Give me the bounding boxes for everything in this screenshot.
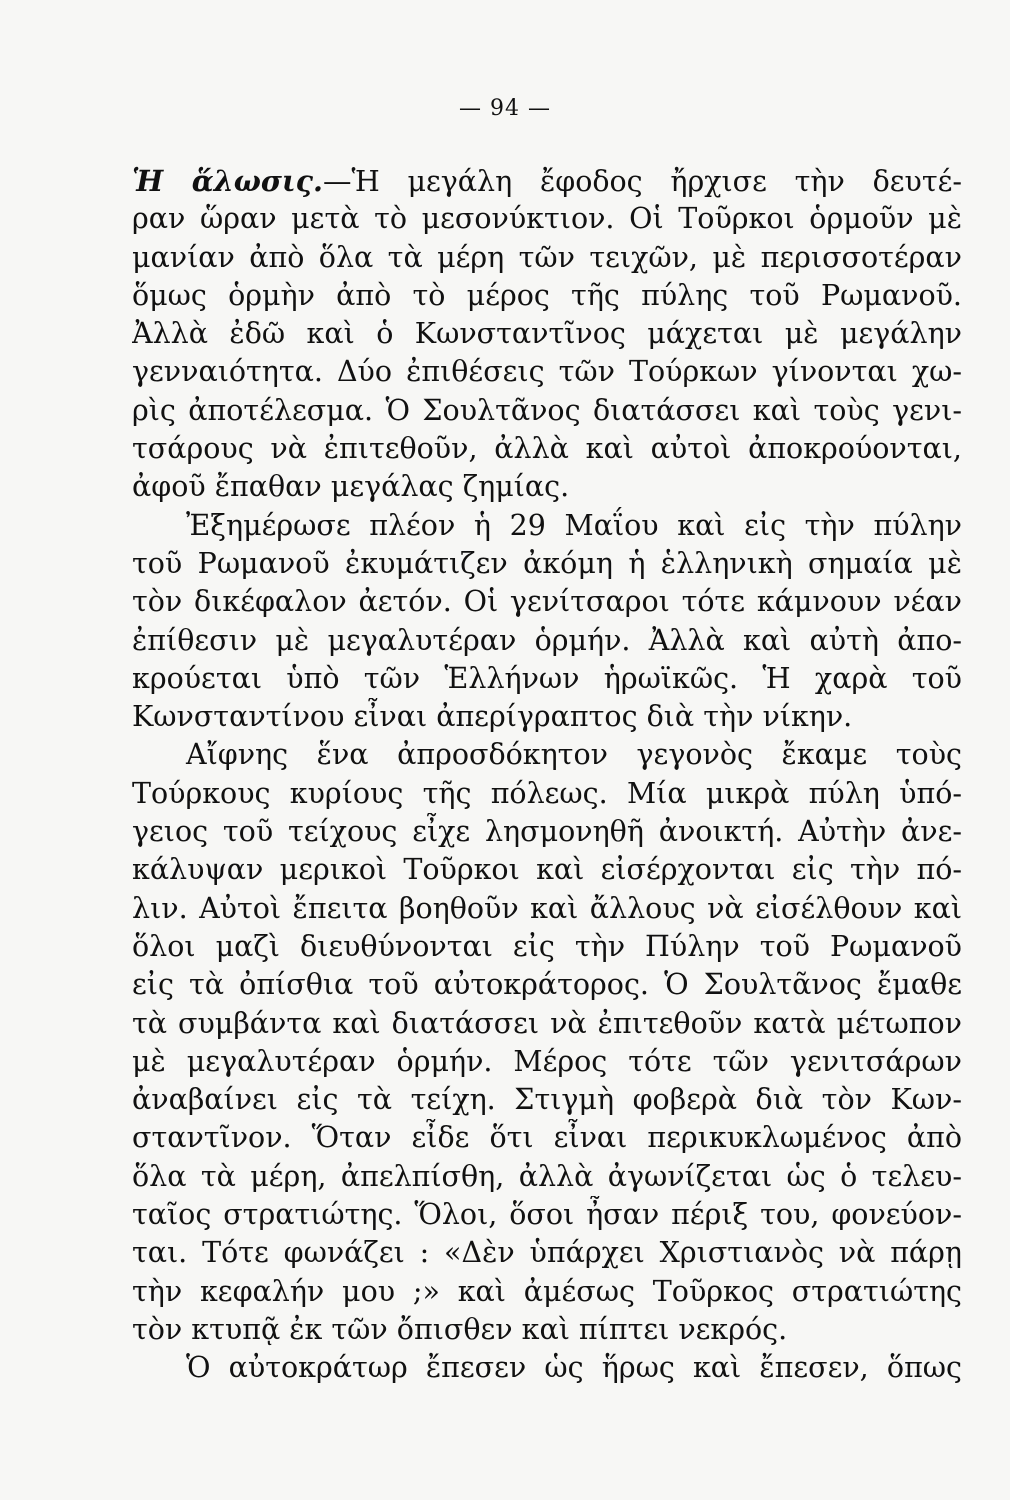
text-line [132, 775, 962, 813]
line-text: λιν. Αὐτοὶ ἔπειτα βοηθοῦν καὶ ἄλλους νὰ εἰσέλθουν καὶ [132, 891, 962, 925]
line-text: μὲ μεγαλυτέραν ὁρμήν. Μέρος τότε τῶν γενιτσάρων [132, 1044, 962, 1078]
text-line [132, 1119, 962, 1157]
line-text: γειος τοῦ τείχους εἶχε λησμονηθῆ ἀνοικτή. Αὐτὴν ἀνε- [132, 815, 962, 849]
line-text: εἰς τὰ ὀπίσθια τοῦ αὐτοκράτορος. Ὁ Σουλτᾶνος ἔμαθε [132, 968, 962, 1002]
text-line [132, 507, 962, 545]
line-text: τοῦ Ρωμανοῦ ἐκυμάτιζεν ἀκόμη ἡ ἑλληνικὴ σημαία μὲ [132, 546, 962, 580]
line-text: Αἴφνης ἕνα ἀπροσδόκητον γεγονὸς ἔκαμε τοὺς [186, 738, 962, 772]
page-number: — 94 — [459, 96, 551, 121]
text-line [132, 430, 962, 468]
line-text: γενναιότητα. Δύο ἐπιθέσεις τῶν Τούρκων γίνονται χω- [132, 355, 962, 389]
text-line [132, 698, 962, 736]
text-line [132, 162, 962, 200]
line-text: ὅμως ὁρμὴν ἀπὸ τὸ μέρος τῆς πύλης τοῦ Ρωμανοῦ. [132, 278, 962, 312]
text-line [132, 928, 962, 966]
text-line [132, 545, 962, 583]
line-text: Ἐξημέρωσε πλέον ἡ 29 Μαΐου καὶ εἰς τὴν πύλην [186, 508, 962, 542]
line-text: ἀφοῦ ἔπαθαν μεγάλας ζημίας. [132, 470, 570, 504]
text-line [132, 1043, 962, 1081]
line-text: τὸν κτυπᾷ ἐκ τῶν ὄπισθεν καὶ πίπτει νεκρός. [132, 1312, 788, 1346]
text-line [132, 890, 962, 928]
text-line [132, 1081, 962, 1119]
line-text: ρὶς ἀποτέλεσμα. Ὁ Σουλτᾶνος διατάσσει καὶ τοὺς γενι- [132, 393, 962, 427]
text-line [132, 1273, 962, 1311]
line-text: Ὁ αὐτοκράτωρ ἔπεσεν ὡς ἥρως καὶ ἔπεσεν, ὅπως [186, 1351, 962, 1385]
text-line [132, 966, 962, 1004]
text-line [132, 277, 962, 315]
line-text: κρούεται ὑπὸ τῶν Ἑλλήνων ἡρωϊκῶς. Ἡ χαρὰ τοῦ [132, 661, 962, 695]
text-line [132, 468, 962, 506]
line-text: μανίαν ἀπὸ ὅλα τὰ μέρη τῶν τειχῶν, μὲ περισσοτέραν [132, 240, 962, 274]
line-text: Τούρκους κυρίους τῆς πόλεως. Μία μικρὰ πύλη ὑπό- [132, 776, 962, 810]
line-text: ραν ὥραν μετὰ τὸ μεσονύκτιον. Οἱ Τοῦρκοι ὁρμοῦν μὲ [132, 202, 962, 236]
line-text: Κωνσταντίνου εἶναι ἀπερίγραπτος διὰ τὴν νίκην. [132, 700, 853, 734]
text-line [132, 736, 962, 774]
text-line [132, 622, 962, 660]
text-line [132, 660, 962, 698]
line-text: Ἀλλὰ ἐδῶ καὶ ὁ Κωνσταντῖνος μάχεται μὲ μεγάλην [132, 317, 962, 351]
line-text: ὅλοι μαζὶ διευθύνονται εἰς τὴν Πύλην τοῦ Ρωμανοῦ [132, 929, 962, 963]
text-line [132, 200, 962, 238]
line-text: ἀναβαίνει εἰς τὰ τείχη. Στιγμὴ φοβερὰ διὰ τὸν Κων- [132, 1083, 962, 1117]
text-line [132, 1234, 962, 1272]
line-text: ται. Τότε φωνάζει : «Δὲν ὑπάρχει Χριστιανὸς νὰ πάρῃ [132, 1236, 962, 1270]
text-line [132, 1349, 962, 1387]
line-text: ἐπίθεσιν μὲ μεγαλυτέραν ὁρμήν. Ἀλλὰ καὶ αὐτὴ ἀπο- [132, 623, 962, 657]
line-text: σταντῖνον. Ὅταν εἶδε ὅτι εἶναι περικυκλωμένος ἀπὸ [132, 1121, 962, 1155]
line-text: τσάρους νὰ ἐπιτεθοῦν, ἀλλὰ καὶ αὐτοὶ ἀποκρούονται, [132, 432, 962, 466]
text-line [132, 353, 962, 391]
text-line [132, 239, 962, 277]
line-text: ὅλα τὰ μέρη, ἀπελπίσθη, ἀλλὰ ἀγωνίζεται ὡς ὁ τελευ- [132, 1159, 962, 1193]
line-text: κάλυψαν μερικοὶ Τοῦρκοι καὶ εἰσέρχονται εἰς τὴν πό- [132, 853, 962, 887]
body-text [132, 162, 962, 1388]
line-text: τὸν δικέφαλον ἀετόν. Οἱ γενίτσαροι τότε κάμνουν νέαν [132, 585, 962, 619]
line-text: —Ἡ μεγάλη ἔφοδος ἤρχισε τὴν δευτέ- [322, 165, 962, 198]
text-line [132, 392, 962, 430]
text-line [132, 813, 962, 851]
line-text: τὰ συμβάντα καὶ διατάσσει νὰ ἐπιτεθοῦν κατὰ μέτωπον [132, 1006, 962, 1040]
text-line [132, 1158, 962, 1196]
text-line [132, 1005, 962, 1043]
text-line [132, 851, 962, 889]
text-line [132, 1311, 962, 1349]
text-line [132, 1196, 962, 1234]
text-line [132, 583, 962, 621]
text-line [132, 315, 962, 353]
section-heading: Ἡ ἅλωσις. [132, 164, 323, 198]
line-text: τὴν κεφαλήν μου ;» καὶ ἀμέσως Τοῦρκος στρατιώτης [132, 1274, 962, 1308]
line-text: ταῖος στρατιώτης. Ὅλοι, ὅσοι ἦσαν πέριξ του, φονεύον- [132, 1198, 962, 1232]
